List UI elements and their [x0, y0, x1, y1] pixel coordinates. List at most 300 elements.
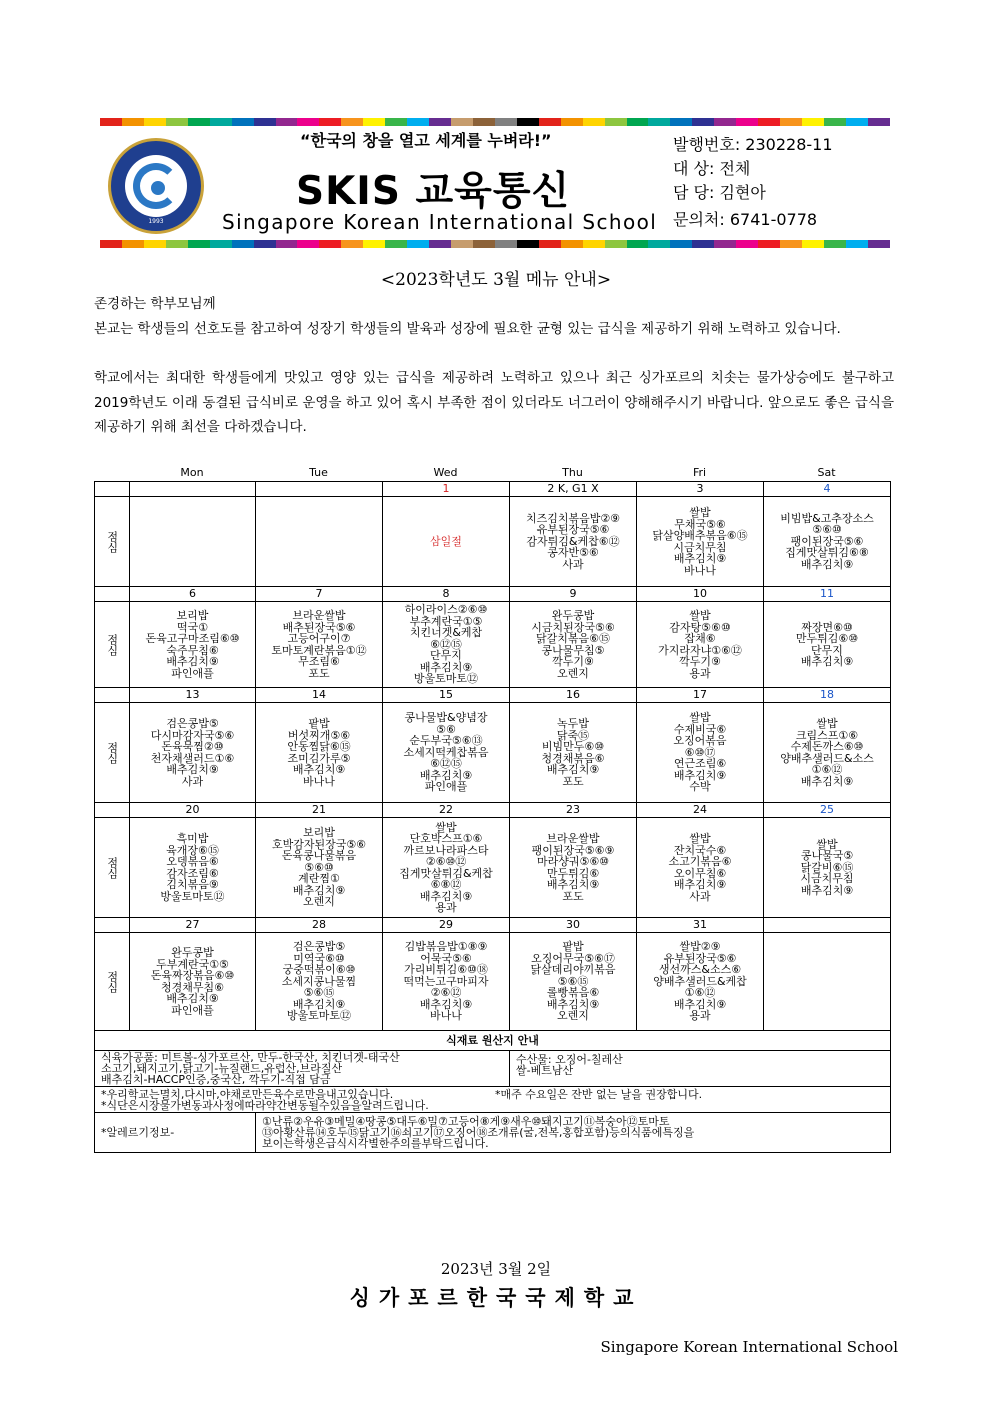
stripe-segment [407, 240, 429, 248]
menu-item: 배추김치⑨ [292, 883, 346, 897]
menu-item: 포도 [562, 774, 584, 788]
menu-item: 포도 [308, 666, 330, 680]
menu-cell [383, 933, 510, 1031]
stripe-segment [319, 240, 341, 248]
date-cell: 27 [130, 918, 256, 933]
stripe-segment [758, 240, 780, 248]
menu-item: 육개장⑥⑮ [166, 843, 219, 857]
menu-item: 깍두기⑨ [679, 655, 721, 668]
menu-item: 배추김치⑨ [546, 763, 600, 776]
menu-cell [637, 703, 764, 803]
menu-item: 닭살데리야끼볶음 [530, 963, 616, 977]
menu-item: ①⑥⑫ [684, 986, 716, 1000]
stripe-segment [254, 118, 276, 126]
menu-item: 오징어볶음 [673, 734, 727, 748]
stripe-segment [297, 240, 319, 248]
menu-cell [510, 933, 637, 1031]
menu-item: 배추김치⑨ [673, 552, 727, 565]
menu-item: 깍두기⑨ [552, 655, 594, 668]
stripe-segment [166, 118, 188, 126]
date-cell: 29 [383, 918, 510, 933]
date-cell: 6 [130, 587, 256, 602]
stripe-segment [341, 118, 363, 126]
menu-item: 떡국① [176, 620, 209, 634]
menu-item: 파인애플 [424, 780, 468, 794]
menu-item: 돈육묵찜②⑩ [161, 740, 224, 753]
menu-item: 쌀밥 [689, 506, 711, 519]
stripe-segment [714, 240, 736, 248]
menu-item: 치킨너겟&케찹 [409, 626, 483, 640]
menu-item: 잔치국수⑥ [673, 843, 727, 857]
menu-item: 배추김치⑨ [546, 997, 600, 1011]
date-cell: 8 [383, 587, 510, 602]
date-cell: 11 [764, 587, 891, 602]
menu-item: 토마토계란볶음①⑫ [271, 643, 367, 657]
stripe-segment [517, 118, 539, 126]
menu-item: 팽이된장국⑤⑥⑨ [531, 843, 615, 857]
menu-item: 배추김치⑨ [546, 878, 600, 891]
menu-item: 무조림⑥ [298, 655, 340, 668]
stripe-segment [100, 240, 122, 248]
menu-item: 조미김가루⑤ [287, 751, 351, 765]
stripe-segment [868, 118, 890, 126]
stripe-segment [297, 118, 319, 126]
stripe-segment [210, 118, 232, 126]
menu-item: 배추김치⑨ [800, 774, 854, 788]
lunch-label: 점심 [95, 602, 130, 688]
menu-item: 오뎅볶음⑥ [166, 855, 219, 868]
date-cell: 18 [764, 688, 891, 703]
origin-title: 식재료 원산지 안내 [95, 1031, 891, 1051]
menu-item: 양배추샐러드&소스 [780, 751, 874, 765]
menu-cell [383, 818, 510, 918]
stripe-segment [780, 118, 802, 126]
menu-item: 숙주무침⑥ [166, 643, 219, 657]
menu-item: 비빔만두⑥⑩ [541, 740, 605, 753]
menu-cell [637, 933, 764, 1031]
menu-item: 콩자반⑤⑥ [547, 546, 599, 560]
menu-item: 양배추샐러드&케찹 [653, 974, 747, 988]
corner-cell [95, 918, 130, 933]
menu-item: 배추김치⑨ [419, 889, 473, 903]
menu-item: 치즈김치볶음밥②⑨ [525, 511, 621, 525]
menu-item: 시금치무침 [800, 872, 854, 886]
menu-item: 오렌지 [303, 895, 335, 909]
date-cell: 7 [256, 587, 383, 602]
stripe-segment [692, 118, 714, 126]
menu-item: 닭갈치볶음⑥⑮ [536, 632, 610, 645]
menu-item: 파인애플 [171, 1003, 214, 1017]
stripe-segment [561, 118, 583, 126]
date-cell: 31 [637, 918, 764, 933]
day-name: Wed [433, 466, 458, 479]
menu-item: 검은콩밥⑤ [292, 940, 346, 954]
menu-item: 용과 [689, 1009, 711, 1023]
stripe-segment [539, 118, 561, 126]
date-cell: 17 [637, 688, 764, 703]
menu-item: 쌀밥 [689, 832, 711, 845]
stripe-segment [736, 118, 758, 126]
date-cell: 4 [764, 482, 891, 497]
top-color-stripe [100, 118, 890, 126]
menu-calendar [94, 481, 891, 1153]
menu-item: 계란찜① [298, 872, 340, 886]
menu-item: 사과 [562, 557, 584, 571]
menu-item: 배추김치⑨ [166, 763, 219, 776]
menu-cell [764, 703, 891, 803]
stripe-segment [144, 118, 166, 126]
menu-item: 보리밥 [176, 609, 209, 622]
menu-item: 짜장면⑥⑩ [801, 620, 853, 634]
menu-cell [383, 703, 510, 803]
menu-item: 유부된장국⑤⑥ [663, 951, 737, 965]
stripe-segment [429, 240, 451, 248]
menu-cell [130, 497, 256, 587]
menu-cell [256, 933, 383, 1031]
menu-item: 보리밥 [303, 826, 335, 840]
day-name: Fri [692, 466, 707, 479]
menu-cell [130, 703, 256, 803]
stripe-segment [648, 240, 670, 248]
school-name: 싱가포르한국국제학교 [349, 1285, 643, 1310]
menu-item: ⑤⑥⑩ [304, 860, 334, 874]
menu-item: 오렌지 [557, 1009, 589, 1023]
menu-item: 배추김치⑨ [166, 655, 219, 668]
menu-item: 어묵국⑤⑥ [420, 951, 472, 965]
menu-item: 하이라이스②⑥⑩ [404, 603, 488, 617]
menu-cell [256, 703, 383, 803]
menu-item: 배추김치⑨ [673, 878, 727, 891]
intro-paragraph-2: 학교에서는 최대한 학생들에게 맛있고 영양 있는 급식을 제공하려 노력하고 있으나 최근 싱가포르의 치솟는 물가상승에도 불구하고 2019학년도 이래 동결된 급식비로 운영을 하고 있어 혹시 부족한 점이 있더라도 너그러이 양해해주시기 바랍니다. 앞으로도 좋은 급식을 제공하기 위해 최선을 다하겠습니다. [94, 370, 894, 435]
menu-item: 집게맛살튀김⑥⑧ [785, 546, 869, 560]
stripe-segment [780, 240, 802, 248]
day-name: Mon [180, 466, 204, 479]
menu-item: ⑤⑥⑮ [303, 986, 335, 1000]
stripe-segment [232, 240, 254, 248]
stripe-segment [605, 240, 627, 248]
menu-item: 미역국⑥⑩ [293, 951, 345, 965]
menu-item: 롤빵볶음⑥ [546, 986, 600, 1000]
menu-cell [510, 818, 637, 918]
menu-item: 쌀밥 [435, 820, 457, 834]
menu-item: 만두튀김⑥⑩ [795, 632, 859, 645]
menu-item: 오렌지 [557, 666, 589, 680]
date-cell: 2 K, G1 X [510, 482, 637, 497]
stripe-segment [605, 118, 627, 126]
greeting: 존경하는 학부모님께 [94, 296, 216, 312]
day-name: Thu [562, 466, 583, 479]
stripe-segment [341, 240, 363, 248]
stripe-segment [429, 118, 451, 126]
lunch-label: 점심 [95, 818, 130, 918]
menu-item: 바나나 [430, 1009, 462, 1023]
menu-cell [256, 602, 383, 688]
stripe-segment [188, 118, 210, 126]
menu-item: 까르보나라파스타 [403, 843, 489, 857]
menu-item: 유부된장국⑤⑥ [536, 523, 610, 537]
date-cell [764, 918, 891, 933]
menu-item: 배추김치⑨ [673, 997, 727, 1011]
stripe-segment [802, 240, 824, 248]
menu-cell [130, 602, 256, 688]
date-cell: 10 [637, 587, 764, 602]
menu-item: 배추김치⑨ [419, 660, 473, 674]
menu-cell [764, 602, 891, 688]
menu-item: 김치볶음⑨ [166, 878, 219, 891]
menu-item: 콩나물무침⑤ [541, 643, 605, 657]
menu-cell [637, 602, 764, 688]
stripe-segment [517, 240, 539, 248]
menu-item: 닭죽⑮ [556, 728, 590, 742]
menu-item: 수제비국⑥ [673, 722, 727, 736]
menu-item: 녹두밥 [557, 717, 589, 730]
allergy-info: ①난류②우유③메밀④땅콩⑤대두⑥밀⑦고등어⑧게⑨새우⑩돼지고기⑪복숭아⑫토마토 ⑬아황산류⑭호두⑮닭고기⑯쇠고기⑰오징어⑱조개류(굴,전복,홍합포함)등의식품에특징을 보이는학생은급식시각별한주의를부탁드립니다. [256, 1113, 891, 1153]
menu-item: 브라운쌀밥 [546, 832, 600, 845]
date-cell: 30 [510, 918, 637, 933]
date-cell: 3 [637, 482, 764, 497]
stripe-segment [276, 240, 298, 248]
menu-item: 브라운쌀밥 [292, 609, 346, 622]
stripe-segment [363, 240, 385, 248]
menu-item: 가리비튀김⑥⑩⑱ [404, 963, 488, 977]
menu-cell [383, 602, 510, 688]
issue-date: 2023년 3월 2일 [440, 1260, 552, 1278]
corner-cell [95, 688, 130, 703]
menu-item: 용과 [689, 666, 711, 680]
menu-item: 바나나 [303, 774, 335, 788]
audience: 대 상: 전체 [673, 159, 751, 178]
menu-cell [510, 703, 637, 803]
menu-item: 청경채볶음⑥ [541, 751, 605, 765]
slogan: “한국의 창을 열고 세계를 누벼라!” [300, 131, 552, 150]
menu-item: 팥밥 [308, 717, 330, 730]
menu-item: 다시마감자국⑤⑥ [150, 728, 235, 742]
menu-item: 배추김치⑨ [419, 768, 473, 782]
stripe-segment [407, 118, 429, 126]
stripe-segment [254, 240, 276, 248]
menu-item: 단호박스프①⑥ [409, 832, 483, 845]
date-cell [256, 482, 383, 497]
menu-item: 마라샹궈⑤⑥⑩ [536, 855, 610, 868]
stripe-segment [583, 118, 605, 126]
menu-cell [130, 933, 256, 1031]
date-cell: 22 [383, 803, 510, 818]
allergy-label: *알레르기정보- [95, 1113, 256, 1153]
date-cell: 24 [637, 803, 764, 818]
stripe-segment [232, 118, 254, 126]
menu-item: 김밥볶음밥①⑧⑨ [404, 940, 488, 954]
menu-item: ②⑥⑫ [430, 986, 462, 1000]
stripe-segment [473, 118, 495, 126]
menu-item: ①⑥⑫ [811, 763, 843, 776]
menu-item: 단무지 [811, 643, 843, 657]
menu-item: 배추김치⑨ [166, 992, 219, 1005]
menu-item: 부추계란국①⑤ [409, 614, 483, 628]
stripe-segment [144, 240, 166, 248]
menu-item: 수박 [689, 780, 711, 794]
corner-cell [95, 587, 130, 602]
date-cell: 13 [130, 688, 256, 703]
menu-item: 버섯찌개⑤⑥ [287, 728, 351, 742]
menu-item: 감자탕⑤⑥⑩ [669, 620, 731, 634]
stripe-segment [627, 118, 649, 126]
menu-item: ⑤⑥ [436, 722, 456, 736]
menu-item: ⑥⑫⑮ [430, 757, 462, 771]
menu-item: 닭살양배추볶음⑥⑮ [652, 529, 748, 542]
menu-item: 오징어무국⑤⑥⑰ [531, 951, 615, 965]
date-cell: 20 [130, 803, 256, 818]
menu-item: 시금치된장국⑤⑥ [531, 620, 615, 634]
stripe-segment [692, 240, 714, 248]
stripe-segment [100, 118, 122, 126]
date-cell [130, 482, 256, 497]
menu-item: 돈육고구마조림⑥⑩ [145, 632, 240, 645]
menu-item: 사과 [689, 889, 711, 903]
stripe-segment [473, 240, 495, 248]
menu-item: 완두콩밥 [551, 609, 595, 622]
stripe-segment [385, 118, 407, 126]
stripe-segment [670, 118, 692, 126]
menu-item: 잡채⑥ [684, 632, 716, 645]
menu-item: 청경채무침⑥ [161, 980, 224, 994]
stripe-segment [122, 118, 144, 126]
menu-cell [510, 602, 637, 688]
date-cell: 21 [256, 803, 383, 818]
menu-item: ⑤⑥⑩ [812, 523, 842, 537]
menu-item: 삼일절 [430, 534, 462, 548]
menu-item: 궁중떡볶이⑥⑩ [282, 963, 356, 977]
menu-item: 배추김치⑨ [673, 768, 727, 782]
issue-number: 발행번호: 230228-11 [673, 135, 833, 154]
menu-item: 소고기볶음⑥ [668, 855, 732, 868]
menu-item: 콩나물밥&양념장 [404, 711, 488, 725]
date-cell: 23 [510, 803, 637, 818]
menu-item: 바나나 [684, 563, 716, 577]
stripe-segment [824, 118, 846, 126]
school-logo: 1993 [108, 138, 204, 234]
stripe-segment [495, 118, 517, 126]
notes: *우리학교는멸치,다시마,야채로만든육수로만을내고있습니다. *식단은시장물가변동과사정에따라약간변동될수있음을알려드립니다. *매주 수요일은 잔반 없는 날을 권장합니다. [95, 1087, 891, 1113]
date-cell: 14 [256, 688, 383, 703]
menu-item: 배추김치⑨ [419, 997, 473, 1011]
menu-item: 배추김치⑨ [800, 883, 854, 897]
stripe-segment [846, 240, 868, 248]
menu-item: 배추김치⑨ [800, 655, 854, 668]
menu-item: ⑤⑥⑮ [557, 974, 589, 988]
menu-cell [130, 818, 256, 918]
menu-item: 콩나물국⑤ [800, 849, 854, 863]
stripe-segment [758, 118, 780, 126]
day-name: Tue [309, 466, 328, 479]
stripe-segment [276, 118, 298, 126]
date-cell: 25 [764, 803, 891, 818]
corner-cell [95, 803, 130, 818]
menu-item: 쌀밥 [816, 717, 838, 730]
newsletter-title: SKIS 교육통신 [296, 169, 571, 214]
intro-paragraph-1: 본교는 학생들의 선호도를 참고하여 성장기 학생들의 발육과 성장에 필요한 균형 있는 급식을 제공하기 위해 노력하고 있습니다. [94, 321, 841, 337]
menu-item: 방울토마토⑫ [413, 672, 479, 686]
lunch-label: 점심 [95, 933, 130, 1031]
menu-item: ⑥⑧⑫ [430, 878, 462, 891]
menu-item: 시금치무침 [673, 540, 727, 554]
menu-item: 호박감자된장국⑤⑥ [271, 837, 367, 851]
stripe-segment [846, 118, 868, 126]
menu-item: 떡먹는고구마피자 [403, 974, 489, 988]
corner-cell [95, 482, 130, 497]
menu-item: 검은콩밥⑤ [166, 717, 219, 730]
menu-item: 팥밥 [562, 940, 584, 954]
menu-item: 배추김치⑨ [292, 763, 346, 776]
stripe-segment [385, 240, 407, 248]
school-english-name: Singapore Korean International School [222, 210, 658, 234]
menu-item: 가지라자냐①⑥⑫ [658, 643, 742, 657]
stripe-segment [451, 240, 473, 248]
menu-item: 천자채샐러드①⑥ [150, 751, 235, 765]
stripe-segment [451, 118, 473, 126]
stripe-segment [363, 118, 385, 126]
menu-item: 소세지떡케찹볶음 [403, 745, 489, 759]
menu-item: 쌀밥②⑨ [679, 940, 721, 954]
day-name: Sat [817, 466, 836, 479]
stripe-segment [583, 240, 605, 248]
menu-item: 완두콩밥 [171, 946, 214, 959]
menu-item: 생선까스&소스⑥ [658, 963, 742, 977]
menu-item: 돈육짜장볶음⑥⑩ [150, 969, 235, 982]
stripe-segment [188, 240, 210, 248]
date-cell: 15 [383, 688, 510, 703]
contact: 문의처: 6741-0778 [673, 210, 818, 229]
date-cell: 28 [256, 918, 383, 933]
stripe-segment [166, 240, 188, 248]
stripe-segment [122, 240, 144, 248]
stripe-segment [495, 240, 517, 248]
stripe-segment [319, 118, 341, 126]
menu-cell [637, 497, 764, 587]
document-title: <2023학년도 3월 메뉴 안내> [380, 270, 612, 290]
menu-cell [383, 497, 510, 587]
menu-item: 흑미밥 [176, 832, 209, 845]
menu-item: 크림스프①⑥ [795, 728, 859, 742]
menu-item: 단무지 [430, 649, 462, 663]
menu-item: 비빔밥&고추장소스 [780, 511, 874, 525]
menu-item: 배추된장국⑤⑥ [282, 620, 356, 634]
menu-item: 두부계란국①⑤ [156, 957, 229, 971]
menu-item: 용과 [435, 901, 457, 914]
date-cell: 16 [510, 688, 637, 703]
menu-item: 팽이된장국⑤⑥ [790, 534, 864, 548]
stripe-segment [561, 240, 583, 248]
menu-cell [256, 497, 383, 587]
stripe-segment [868, 240, 890, 248]
menu-cell [764, 818, 891, 918]
menu-item: 방울토마토⑫ [286, 1009, 352, 1023]
person-in-charge: 담 당: 김현아 [673, 183, 766, 202]
menu-item: 소세지콩나물찜 [281, 974, 357, 988]
menu-item: 방울토마토⑫ [160, 889, 225, 903]
stripe-segment [714, 118, 736, 126]
menu-item: ②⑥⑩⑫ [425, 855, 467, 868]
stripe-segment [539, 240, 561, 248]
menu-item: 연근조림⑥ [673, 757, 727, 771]
stripe-segment [648, 118, 670, 126]
menu-item: 쌀밥 [689, 711, 711, 725]
stripe-segment [670, 240, 692, 248]
origin-right: 수산물: 오징어-칠레산 쌀-베트남산 [510, 1051, 891, 1087]
menu-item: 돈육콩나물볶음 [281, 849, 357, 863]
menu-item: ⑥⑫⑮ [430, 637, 462, 651]
bottom-color-stripe [100, 240, 890, 248]
stripe-segment [736, 240, 758, 248]
